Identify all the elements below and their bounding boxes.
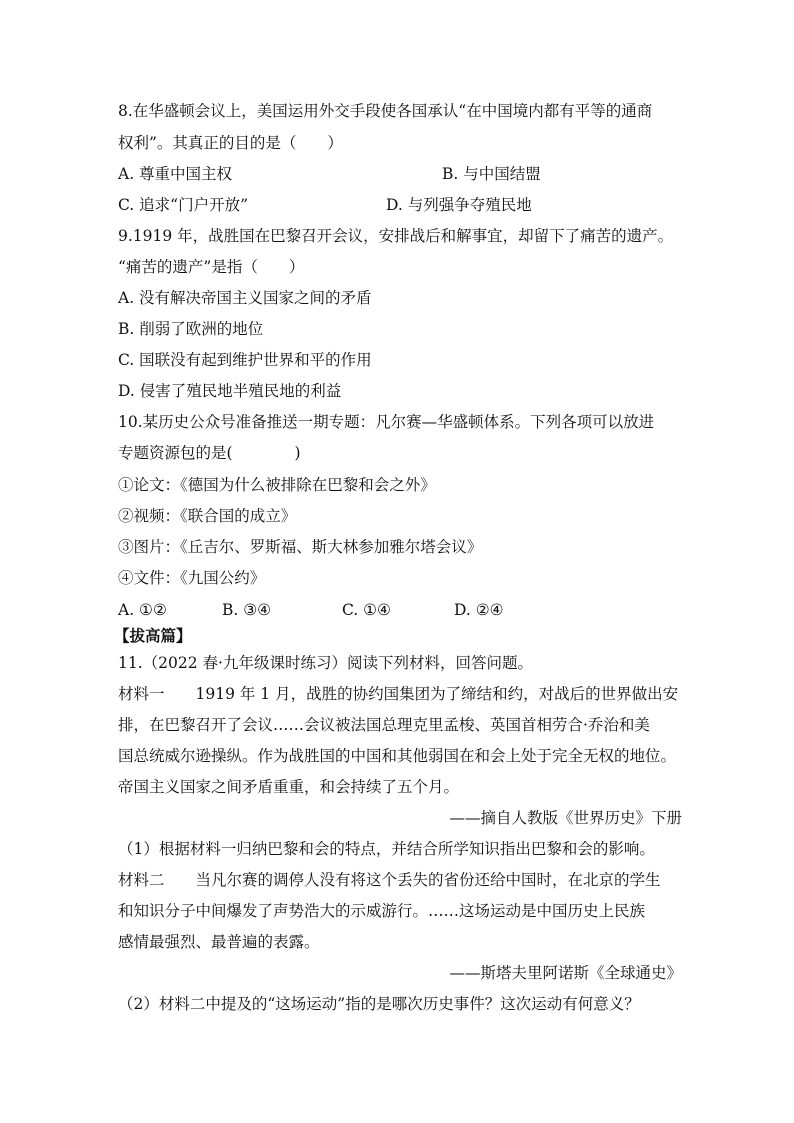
q10-stem-line2: 专题资源包的是( ) xyxy=(118,444,301,462)
q10-item-4: ④文件：《九国公约》 xyxy=(118,569,266,587)
q10-option-a: A. ①② xyxy=(118,601,167,619)
q9-stem-line1: 9.1919 年，战胜国在巴黎召开会议，安排战后和解事宜，却留下了痛苦的遗产。 xyxy=(118,227,674,245)
q9-option-a: A. 没有解决帝国主义国家之间的矛盾 xyxy=(118,289,372,307)
q11-material1-line3: 国总统威尔逊操纵。作为战胜国的中国和其他弱国在和会上处于完全无权的地位。 xyxy=(118,747,677,765)
q11-material1-line2: 排，在巴黎召开了会议……会议被法国总理克里孟梭、英国首相劳合·乔治和美 xyxy=(118,716,650,734)
q8-stem-line1: 8.在华盛顿会议上，美国运用外交手段使各国承认“在中国境内都有平等的通商 xyxy=(118,102,653,120)
q11-material1-source: ——摘自人教版《世界历史》下册 xyxy=(449,809,682,827)
q10-item-2: ②视频：《联合国的成立》 xyxy=(118,507,297,525)
q11-material2-source: ——斯塔夫里阿诺斯《全球通史》 xyxy=(449,964,682,982)
q11-material2-line1: 材料二 当凡尔赛的调停人没有将这个丢失的省份还给中国时，在北京的学生 xyxy=(118,871,661,889)
q10-item-1: ①论文：《德国为什么被排除在巴黎和会之外》 xyxy=(118,476,436,494)
q8-option-c: C. 追求“门户开放” xyxy=(118,196,249,214)
q11-material1-line1: 材料一 1919 年 1 月，战胜的协约国集团为了缔结和约，对战后的世界做出安 xyxy=(118,685,679,703)
q8-option-b: B. 与中国结盟 xyxy=(442,165,541,183)
q8-option-d: D. 与列强争夺殖民地 xyxy=(386,196,532,214)
q11-material1-line4: 帝国主义国家之间矛盾重重，和会持续了五个月。 xyxy=(118,778,460,796)
q10-option-d: D. ②④ xyxy=(454,601,504,619)
q9-option-c: C. 国联没有起到维护世界和平的作用 xyxy=(118,351,372,369)
q10-stem-line1: 10.某历史公众号准备推送一期专题：凡尔赛—华盛顿体系。下列各项可以放进 xyxy=(118,413,655,431)
q11-question1: （1）根据材料一归纳巴黎和会的特点，并结合所学知识指出巴黎和会的影响。 xyxy=(118,840,655,858)
q11-question2: （2）材料二中提及的“这场运动”指的是哪次历史事件？这次运动有何意义？ xyxy=(118,995,640,1013)
q9-option-b: B. 削弱了欧洲的地位 xyxy=(118,320,264,338)
q9-stem-line2: “痛苦的遗产”是指（ ） xyxy=(118,258,305,276)
q10-item-3: ③图片：《丘吉尔、罗斯福、斯大林参加雅尔塔会议》 xyxy=(118,538,483,556)
q11-material2-line2: 和知识分子中间爆发了声势浩大的示威游行。……这场运动是中国历史上民族 xyxy=(118,902,646,920)
q10-option-c: C. ①④ xyxy=(342,601,391,619)
q8-stem-line2: 权利”。其真正的目的是（ ） xyxy=(118,134,343,152)
q9-option-d: D. 侵害了殖民地半殖民地的利益 xyxy=(118,382,342,400)
q11-material2-line3: 感情最强烈、最普遍的表露。 xyxy=(118,933,320,951)
q8-option-a: A. 尊重中国主权 xyxy=(118,165,233,183)
q11-stem: 11.（2022 春·九年级课时练习）阅读下列材料，回答问题。 xyxy=(118,654,533,672)
q10-option-b: B. ③④ xyxy=(222,601,272,619)
section-title: 【拔高篇】 xyxy=(114,626,192,645)
